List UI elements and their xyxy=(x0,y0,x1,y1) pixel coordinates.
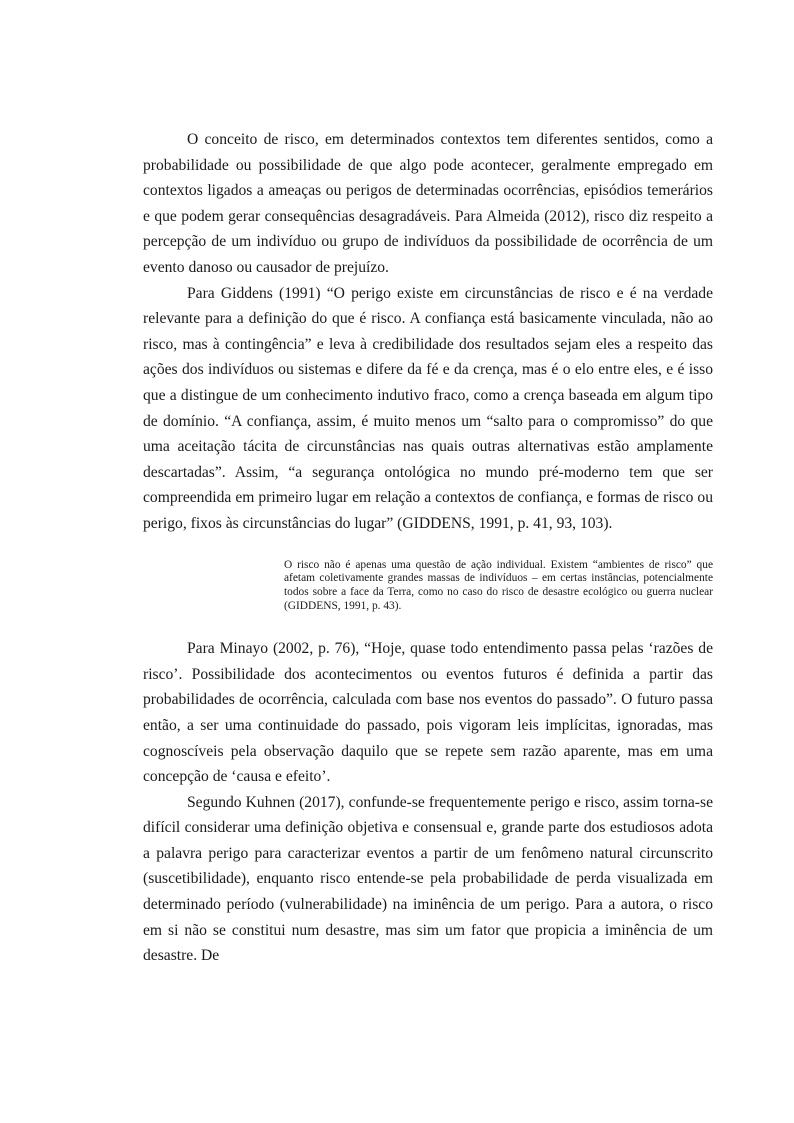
document-page xyxy=(143,127,713,969)
paragraph-kuhnen: Segundo Kuhnen (2017), confunde-se frequentemente perigo e risco, assim torna-se difícil considerar uma definição objetiva e consensual e, grande parte dos estudiosos adota a palavra perigo para caracterizar eventos a partir de um fenômeno natural circunscrito (suscetibilidade), enquanto risco entende-se pela probabilidade de perda visualizada em determinado período (vulnerabilidade) na iminência de um perigo. Para a autora, o risco em si não se constitui num desastre, mas sim um fator que propicia a iminência de um desastre. De xyxy=(143,793,713,965)
paragraph-giddens: Para Giddens (1991) “O perigo existe em circunstâncias de risco e é na verdade relevante para a definição do que é risco. A confiança está basicamente vinculada, não ao risco, mas à contingência” e leva à credibilidade dos resultados sejam eles a respeito das ações dos indivíduos ou sistemas e difere da fé e da crença, mas é o elo entre eles, e é isso que a distingue de um conhecimento indutivo fraco, como a crença baseada em algum tipo de domínio. “A confiança, assim, é muito menos um “salto para o compromisso” do que uma aceitação tácita de circunstâncias nas quais outras alternativas estão amplamente descartadas”. Assim, “a segurança ontológica no mundo pré-moderno tem que ser compreendida em primeiro lugar em relação a contextos de confiança, e formas de risco ou perigo, fixos às circunstâncias do lugar” (GIDDENS, 1991, p. 41, 93, 103). xyxy=(143,284,713,532)
paragraph-minayo: Para Minayo (2002, p. 76), “Hoje, quase todo entendimento passa pelas ‘razões de risco’. Possibilidade dos acontecimentos ou eventos futuros é definida a partir das probabilidades de ocorrência, calculada com base nos eventos do passado”. O futuro passa então, a ser uma continuidade do passado, pois vigoram leis implícitas, ignoradas, mas cognoscíveis pela observação daquilo que se repete sem razão aparente, mas em uma concepção de ‘causa e efeito’. xyxy=(143,640,713,786)
paragraph-risk-concept: O conceito de risco, em determinados contextos tem diferentes sentidos, como a probabilidade ou possibilidade de que algo pode acontecer, geralmente empregado em contextos ligados a ameaças ou perigos de determinadas ocorrências, episódios temerários e que podem gerar consequências desagradáveis. Para Almeida (2012), risco diz respeito a percepção de um indivíduo ou grupo de indivíduos da possibilidade de ocorrência de um evento danoso ou causador de prejuízo. xyxy=(143,131,713,276)
block-quote-giddens: O risco não é apenas uma questão de ação individual. Existem “ambientes de risco” que afetam coletivamente grandes massas de indivíduos – em certas instâncias, potencialmente todos sobre a face da Terra, como no caso do risco de desastre ecológico ou guerra nuclear (GIDDENS, 1991, p. 43). xyxy=(284,558,713,613)
